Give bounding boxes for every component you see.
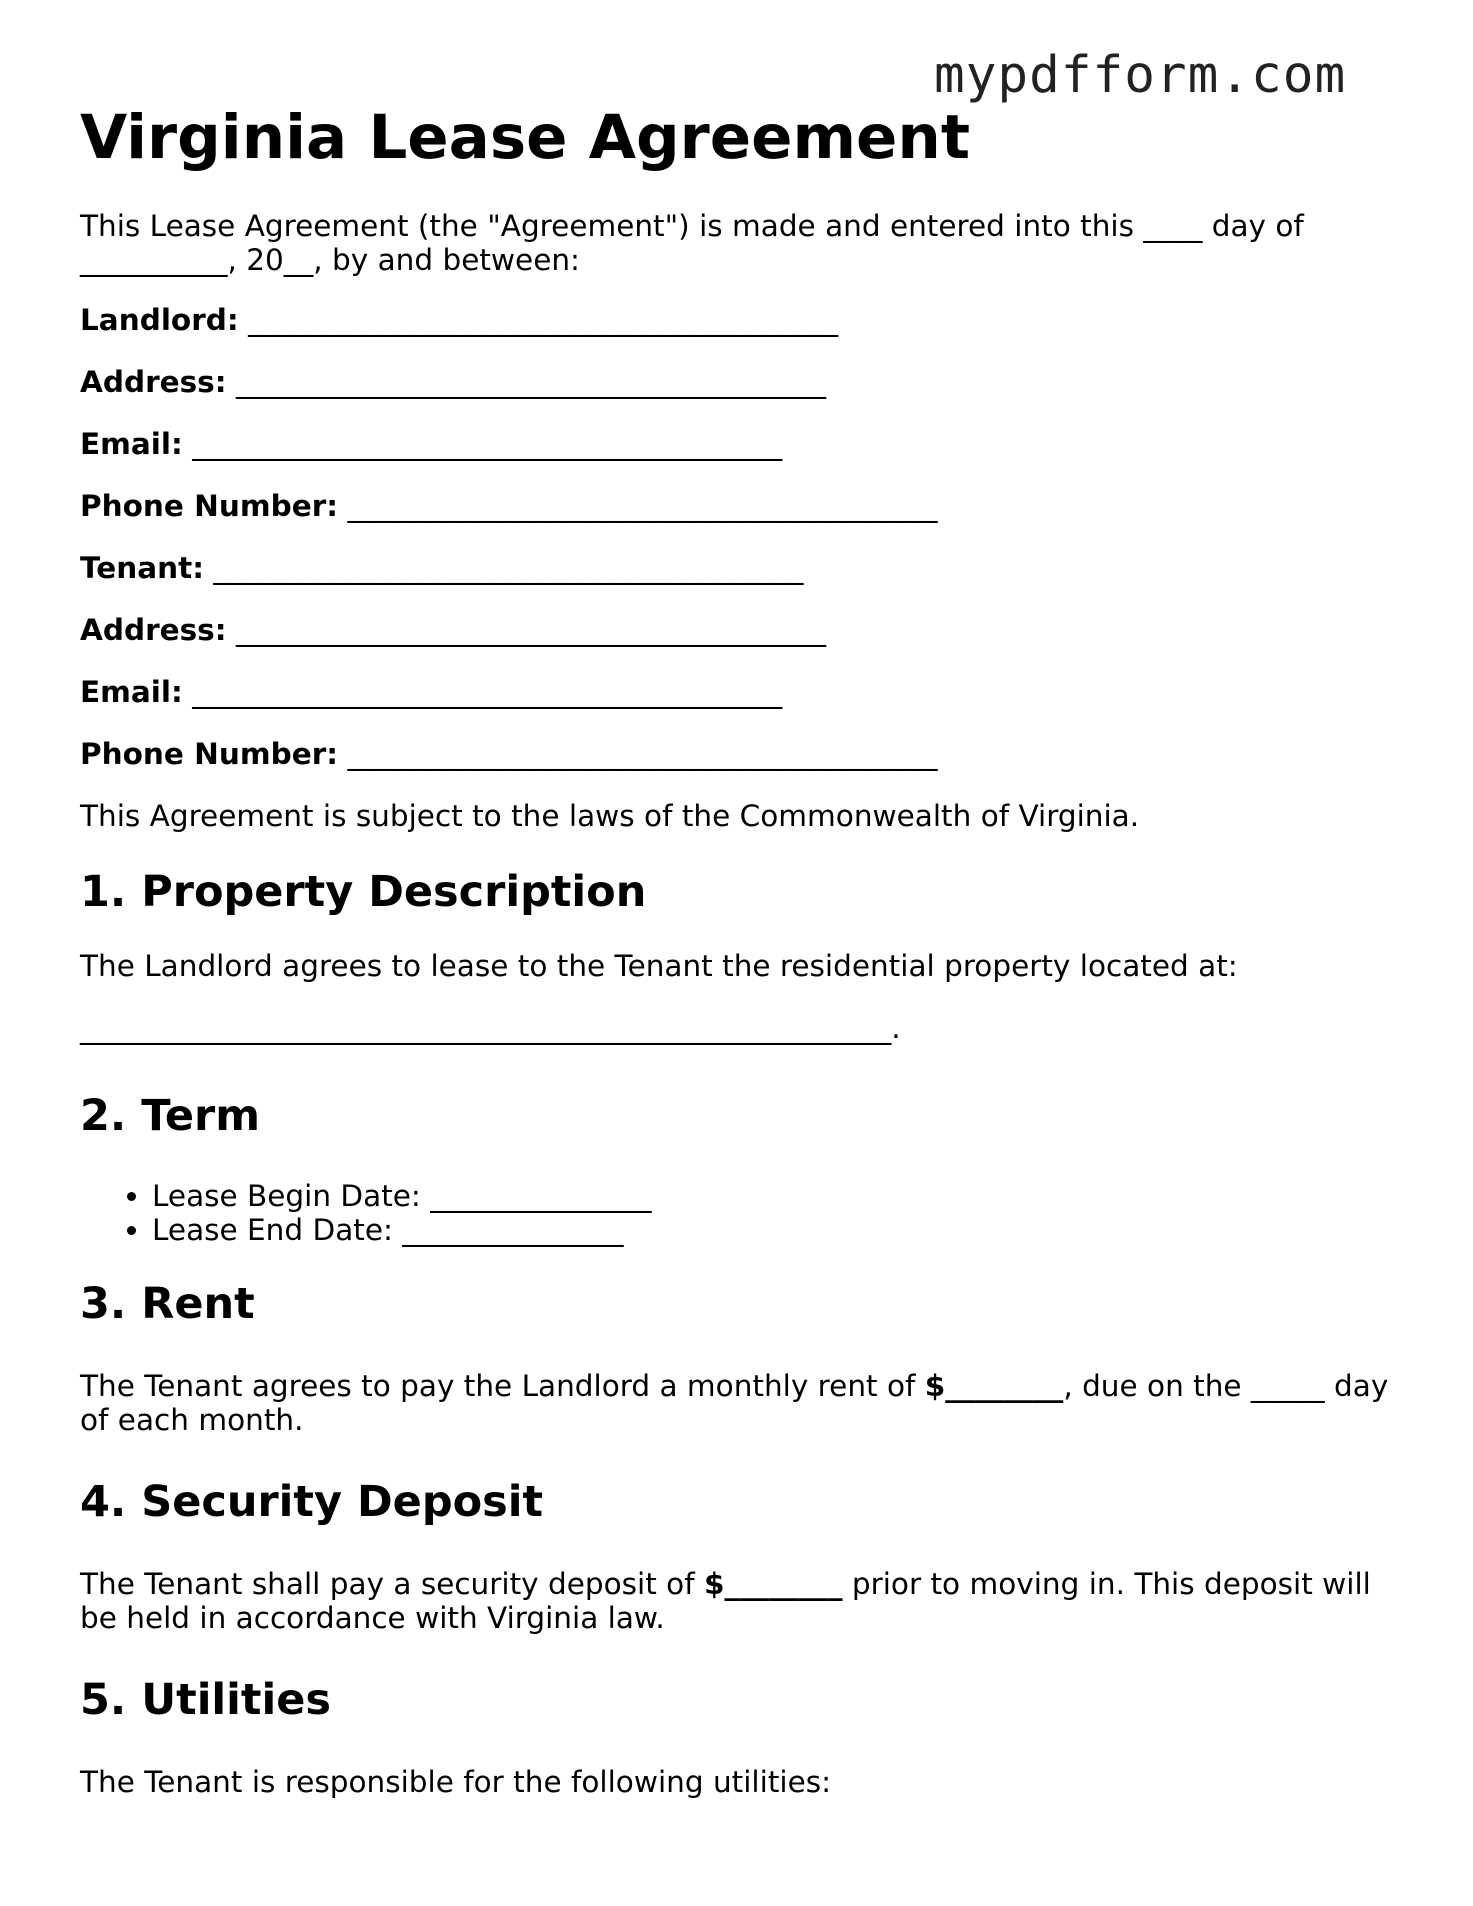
deposit-amount-blank[interactable]: $________	[703, 1567, 843, 1601]
rent-text-after: , due on the _____ day of each month.	[80, 1369, 1389, 1437]
rent-paragraph	[80, 1369, 1410, 1437]
intro-paragraph: This Lease Agreement (the "Agreement") is made and entered into this ____ day of __________, 20__, by and between:	[80, 209, 1304, 277]
field-label: Address:	[80, 365, 227, 399]
parties-block	[80, 303, 1410, 771]
tenant-phone-field[interactable]	[80, 737, 1410, 771]
section-heading-property: 1. Property Description	[80, 867, 647, 917]
deposit-paragraph	[80, 1567, 1410, 1635]
governing-law-statement: This Agreement is subject to the laws of the Commonwealth of Virginia.	[80, 799, 1140, 833]
landlord-phone-field[interactable]	[80, 489, 1410, 523]
document-body	[80, 209, 1410, 1799]
tenant-name-field[interactable]	[80, 551, 1410, 585]
deposit-text-before: The Tenant shall pay a security deposit of	[80, 1567, 704, 1601]
section-heading-deposit: 4. Security Deposit	[80, 1477, 544, 1527]
section-heading-term: 2. Term	[80, 1091, 261, 1141]
field-blank[interactable]: ________________________________________	[347, 489, 938, 523]
lease-end-date-item[interactable]: • Lease End Date: _______________	[152, 1213, 1410, 1247]
tenant-address-field[interactable]	[80, 613, 1410, 647]
field-blank[interactable]: ________________________________________	[347, 737, 938, 771]
section-heading-utilities: 5. Utilities	[80, 1675, 331, 1725]
landlord-address-field[interactable]	[80, 365, 1410, 399]
field-label: Email:	[80, 675, 183, 709]
field-blank[interactable]: ________________________________________	[213, 551, 804, 585]
tenant-email-field[interactable]	[80, 675, 1410, 709]
field-label: Phone Number:	[80, 489, 339, 523]
property-address-blank[interactable]: _______________________________________________________.	[80, 1011, 901, 1045]
field-label: Phone Number:	[80, 737, 339, 771]
landlord-name-field[interactable]	[80, 303, 1410, 337]
section-heading-rent: 3. Rent	[80, 1279, 255, 1329]
landlord-email-field[interactable]	[80, 427, 1410, 461]
field-blank[interactable]: ________________________________________	[192, 675, 783, 709]
field-label: Address:	[80, 613, 227, 647]
lease-begin-date-item[interactable]: • Lease Begin Date: _______________	[152, 1179, 1410, 1213]
rent-amount-blank[interactable]: $________	[924, 1369, 1064, 1403]
field-blank[interactable]: ________________________________________	[192, 427, 783, 461]
field-blank[interactable]: ________________________________________	[248, 303, 839, 337]
watermark: mypdfform.com	[934, 46, 1347, 105]
field-label: Landlord:	[80, 303, 239, 337]
field-label: Email:	[80, 427, 183, 461]
term-list	[80, 1179, 1410, 1247]
deposit-text-after: prior to moving in. This deposit will be held in accordance with Virginia law.	[80, 1567, 1371, 1635]
field-label: Tenant:	[80, 551, 205, 585]
field-blank[interactable]: ________________________________________	[235, 365, 826, 399]
rent-text-before: The Tenant agrees to pay the Landlord a monthly rent of	[80, 1369, 925, 1403]
field-blank[interactable]: ________________________________________	[235, 613, 826, 647]
page-title: Virginia Lease Agreement	[80, 102, 970, 173]
property-text: The Landlord agrees to lease to the Tenant the residential property located at:	[80, 949, 1238, 983]
utilities-text: The Tenant is responsible for the following utilities:	[80, 1765, 832, 1799]
